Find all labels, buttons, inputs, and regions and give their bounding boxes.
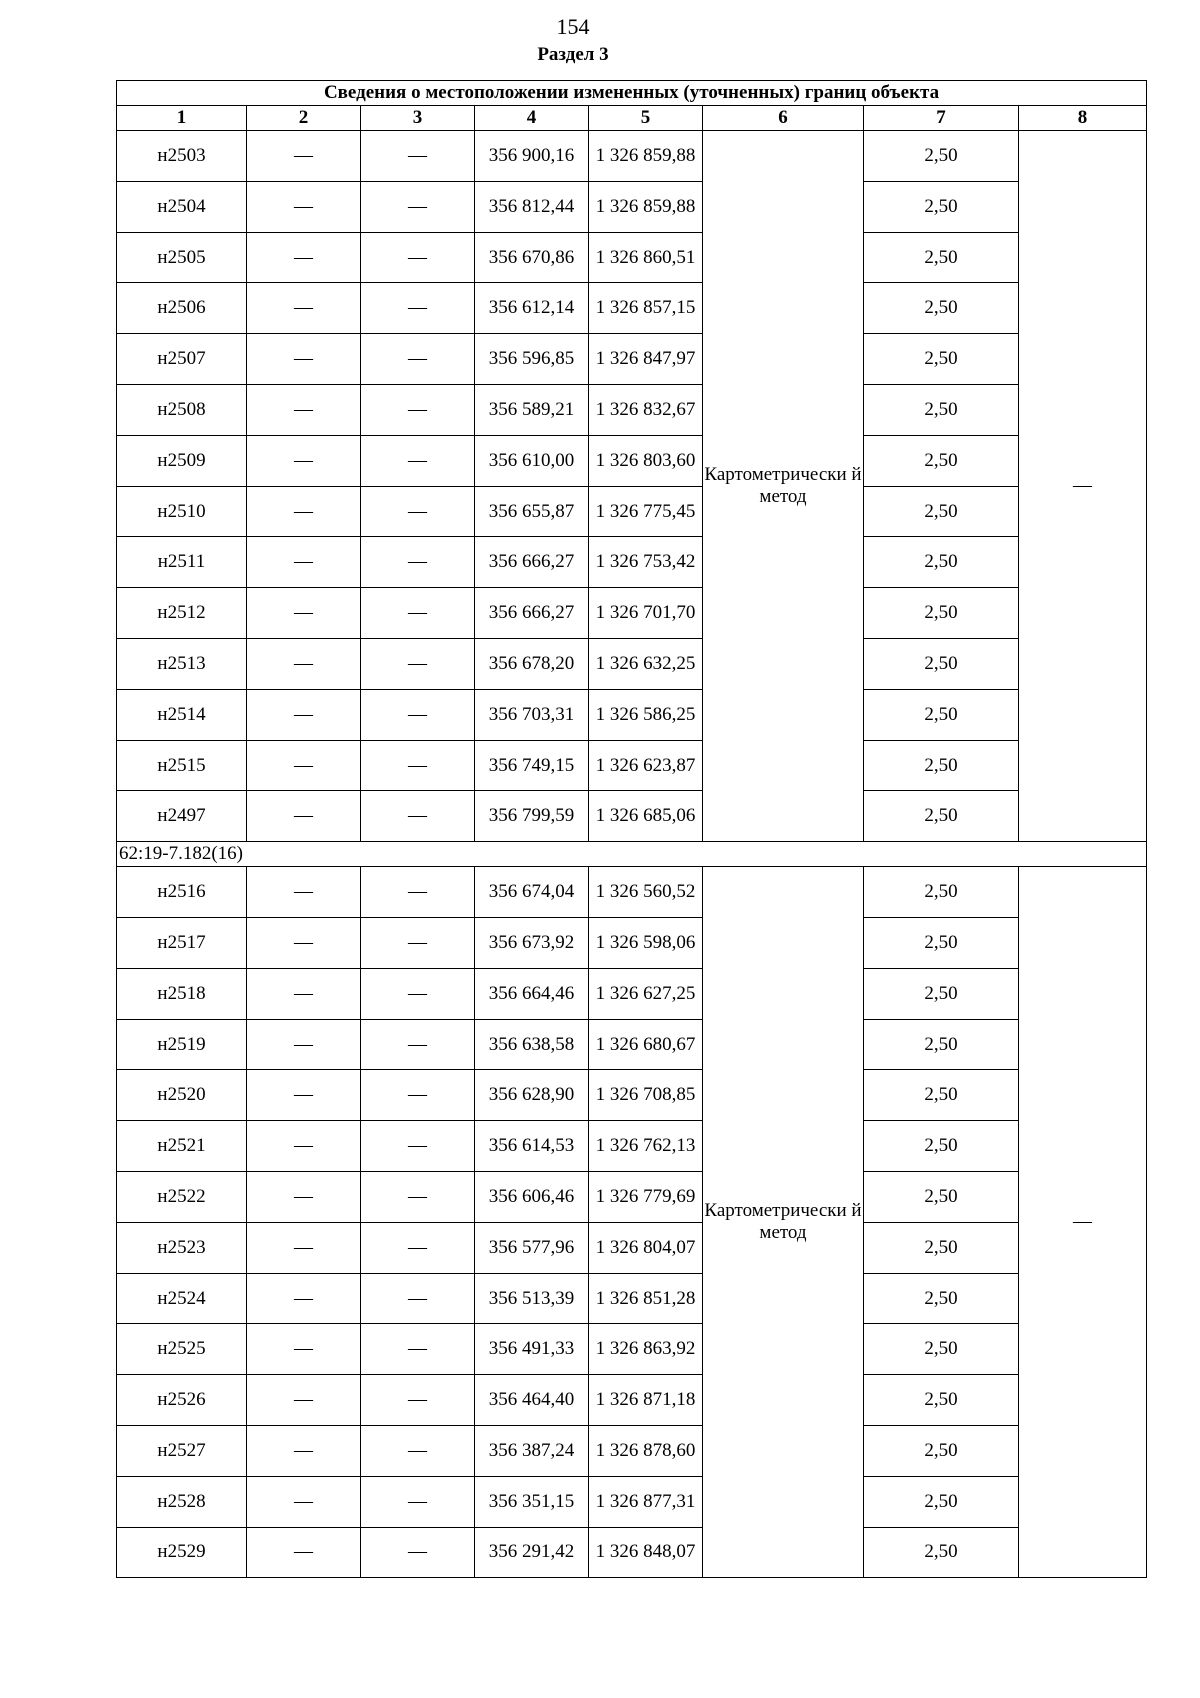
column-2-cell: — [247, 1019, 361, 1070]
point-number-cell: н2528 [117, 1476, 247, 1527]
y-coordinate-cell: 1 326 685,06 [589, 791, 703, 842]
x-coordinate-cell: 356 387,24 [475, 1425, 589, 1476]
point-number-cell: н2512 [117, 588, 247, 639]
column-3-cell: — [361, 1324, 475, 1375]
point-number-cell: н2529 [117, 1527, 247, 1578]
y-coordinate-cell: 1 326 627,25 [589, 968, 703, 1019]
table-row [117, 1121, 1147, 1172]
x-coordinate-cell: 356 678,20 [475, 638, 589, 689]
y-coordinate-cell: 1 326 623,87 [589, 740, 703, 791]
y-coordinate-cell: 1 326 871,18 [589, 1375, 703, 1426]
column-2-cell: — [247, 1273, 361, 1324]
column-2-cell: — [247, 968, 361, 1019]
accuracy-cell: 2,50 [864, 384, 1019, 435]
table-row [117, 1019, 1147, 1070]
column-2-cell: — [247, 537, 361, 588]
column-2-cell: — [247, 1324, 361, 1375]
point-number-cell: н2508 [117, 384, 247, 435]
x-coordinate-cell: 356 577,96 [475, 1222, 589, 1273]
column-2-cell: — [247, 917, 361, 968]
table-row [117, 1070, 1147, 1121]
column-number: 3 [361, 106, 475, 131]
column-number: 8 [1019, 106, 1147, 131]
y-coordinate-cell: 1 326 857,15 [589, 283, 703, 334]
accuracy-cell: 2,50 [864, 1019, 1019, 1070]
y-coordinate-cell: 1 326 779,69 [589, 1171, 703, 1222]
column-2-cell: — [247, 1476, 361, 1527]
table-row [117, 131, 1147, 182]
table-row [117, 1425, 1147, 1476]
point-number-cell: н2509 [117, 435, 247, 486]
x-coordinate-cell: 356 464,40 [475, 1375, 589, 1426]
accuracy-cell: 2,50 [864, 232, 1019, 283]
column-3-cell: — [361, 283, 475, 334]
accuracy-cell: 2,50 [864, 917, 1019, 968]
accuracy-cell: 2,50 [864, 1070, 1019, 1121]
accuracy-cell: 2,50 [864, 1171, 1019, 1222]
table-row [117, 638, 1147, 689]
y-coordinate-cell: 1 326 560,52 [589, 867, 703, 918]
table-row [117, 917, 1147, 968]
point-number-cell: н2520 [117, 1070, 247, 1121]
x-coordinate-cell: 356 614,53 [475, 1121, 589, 1172]
column-2-cell: — [247, 867, 361, 918]
boundary-table [116, 80, 1147, 1578]
column-8-cell: — [1019, 131, 1147, 842]
y-coordinate-cell: 1 326 863,92 [589, 1324, 703, 1375]
column-2-cell: — [247, 1222, 361, 1273]
table-row [117, 384, 1147, 435]
column-3-cell: — [361, 1375, 475, 1426]
point-number-cell: н2518 [117, 968, 247, 1019]
point-number-cell: н2516 [117, 867, 247, 918]
accuracy-cell: 2,50 [864, 1476, 1019, 1527]
point-number-cell: н2504 [117, 181, 247, 232]
x-coordinate-cell: 356 674,04 [475, 867, 589, 918]
column-3-cell: — [361, 384, 475, 435]
x-coordinate-cell: 356 351,15 [475, 1476, 589, 1527]
accuracy-cell: 2,50 [864, 334, 1019, 385]
point-number-cell: н2513 [117, 638, 247, 689]
accuracy-cell: 2,50 [864, 131, 1019, 182]
column-2-cell: — [247, 334, 361, 385]
column-3-cell: — [361, 1425, 475, 1476]
column-3-cell: — [361, 131, 475, 182]
table-row [117, 334, 1147, 385]
column-3-cell: — [361, 968, 475, 1019]
column-3-cell: — [361, 181, 475, 232]
accuracy-cell: 2,50 [864, 1527, 1019, 1578]
x-coordinate-cell: 356 628,90 [475, 1070, 589, 1121]
table-row [117, 537, 1147, 588]
column-2-cell: — [247, 791, 361, 842]
point-number-cell: н2503 [117, 131, 247, 182]
table-row [117, 1476, 1147, 1527]
column-3-cell: — [361, 740, 475, 791]
column-3-cell: — [361, 1222, 475, 1273]
column-3-cell: — [361, 867, 475, 918]
column-2-cell: — [247, 740, 361, 791]
y-coordinate-cell: 1 326 859,88 [589, 131, 703, 182]
y-coordinate-cell: 1 326 775,45 [589, 486, 703, 537]
page-number: 154 [556, 14, 590, 39]
accuracy-cell: 2,50 [864, 689, 1019, 740]
x-coordinate-cell: 356 596,85 [475, 334, 589, 385]
accuracy-cell: 2,50 [864, 1425, 1019, 1476]
column-2-cell: — [247, 1527, 361, 1578]
x-coordinate-cell: 356 589,21 [475, 384, 589, 435]
accuracy-cell: 2,50 [864, 1121, 1019, 1172]
table-row [117, 740, 1147, 791]
y-coordinate-cell: 1 326 877,31 [589, 1476, 703, 1527]
column-3-cell: — [361, 1171, 475, 1222]
column-2-cell: — [247, 232, 361, 283]
y-coordinate-cell: 1 326 860,51 [589, 232, 703, 283]
column-3-cell: — [361, 1121, 475, 1172]
table-row [117, 791, 1147, 842]
accuracy-cell: 2,50 [864, 435, 1019, 486]
accuracy-cell: 2,50 [864, 638, 1019, 689]
point-number-cell: н2525 [117, 1324, 247, 1375]
table-row [117, 689, 1147, 740]
y-coordinate-cell: 1 326 753,42 [589, 537, 703, 588]
column-3-cell: — [361, 917, 475, 968]
accuracy-cell: 2,50 [864, 867, 1019, 918]
point-number-cell: н2497 [117, 791, 247, 842]
column-2-cell: — [247, 588, 361, 639]
x-coordinate-cell: 356 612,14 [475, 283, 589, 334]
table-row [117, 232, 1147, 283]
accuracy-cell: 2,50 [864, 588, 1019, 639]
y-coordinate-cell: 1 326 701,70 [589, 588, 703, 639]
y-coordinate-cell: 1 326 680,67 [589, 1019, 703, 1070]
column-3-cell: — [361, 232, 475, 283]
column-3-cell: — [361, 1070, 475, 1121]
point-number-cell: н2517 [117, 917, 247, 968]
table-row [117, 283, 1147, 334]
column-2-cell: — [247, 283, 361, 334]
y-coordinate-cell: 1 326 878,60 [589, 1425, 703, 1476]
table-row [117, 588, 1147, 639]
accuracy-cell: 2,50 [864, 486, 1019, 537]
point-number-cell: н2527 [117, 1425, 247, 1476]
point-number-cell: н2519 [117, 1019, 247, 1070]
column-3-cell: — [361, 334, 475, 385]
column-3-cell: — [361, 1019, 475, 1070]
column-number: 2 [247, 106, 361, 131]
accuracy-cell: 2,50 [864, 740, 1019, 791]
column-2-cell: — [247, 181, 361, 232]
table-row [117, 1527, 1147, 1578]
table-row [117, 1273, 1147, 1324]
x-coordinate-cell: 356 513,39 [475, 1273, 589, 1324]
x-coordinate-cell: 356 638,58 [475, 1019, 589, 1070]
point-number-cell: н2514 [117, 689, 247, 740]
accuracy-cell: 2,50 [864, 791, 1019, 842]
point-number-cell: н2511 [117, 537, 247, 588]
accuracy-cell: 2,50 [864, 1375, 1019, 1426]
point-number-cell: н2526 [117, 1375, 247, 1426]
x-coordinate-cell: 356 670,86 [475, 232, 589, 283]
column-3-cell: — [361, 689, 475, 740]
table-title: Сведения о местоположении измененных (уточненных) границ объекта [117, 81, 1147, 106]
point-number-cell: н2524 [117, 1273, 247, 1324]
column-2-cell: — [247, 1375, 361, 1426]
table-row [117, 1222, 1147, 1273]
column-2-cell: — [247, 1425, 361, 1476]
column-3-cell: — [361, 486, 475, 537]
column-3-cell: — [361, 791, 475, 842]
point-number-cell: н2507 [117, 334, 247, 385]
column-number: 6 [703, 106, 864, 131]
column-2-cell: — [247, 1171, 361, 1222]
point-number-cell: н2521 [117, 1121, 247, 1172]
y-coordinate-cell: 1 326 832,67 [589, 384, 703, 435]
column-2-cell: — [247, 435, 361, 486]
x-coordinate-cell: 356 666,27 [475, 588, 589, 639]
y-coordinate-cell: 1 326 851,28 [589, 1273, 703, 1324]
method-cell: Картометрически й метод [703, 867, 864, 1578]
x-coordinate-cell: 356 812,44 [475, 181, 589, 232]
table-row [117, 435, 1147, 486]
column-2-cell: — [247, 384, 361, 435]
column-2-cell: — [247, 1121, 361, 1172]
section-title: Раздел 3 [537, 44, 609, 65]
x-coordinate-cell: 356 703,31 [475, 689, 589, 740]
column-2-cell: — [247, 1070, 361, 1121]
group-heading: 62:19-7.182(16) [117, 842, 1147, 867]
column-number: 7 [864, 106, 1019, 131]
table-row [117, 486, 1147, 537]
column-2-cell: — [247, 689, 361, 740]
point-number-cell: н2522 [117, 1171, 247, 1222]
column-2-cell: — [247, 638, 361, 689]
x-coordinate-cell: 356 749,15 [475, 740, 589, 791]
table-row [117, 867, 1147, 918]
table-row [117, 181, 1147, 232]
column-number-row [117, 106, 1147, 131]
point-number-cell: н2515 [117, 740, 247, 791]
column-8-cell: — [1019, 867, 1147, 1578]
column-number: 5 [589, 106, 703, 131]
column-3-cell: — [361, 1527, 475, 1578]
y-coordinate-cell: 1 326 859,88 [589, 181, 703, 232]
column-3-cell: — [361, 588, 475, 639]
y-coordinate-cell: 1 326 804,07 [589, 1222, 703, 1273]
x-coordinate-cell: 356 491,33 [475, 1324, 589, 1375]
y-coordinate-cell: 1 326 586,25 [589, 689, 703, 740]
accuracy-cell: 2,50 [864, 1222, 1019, 1273]
y-coordinate-cell: 1 326 847,97 [589, 334, 703, 385]
column-3-cell: — [361, 435, 475, 486]
x-coordinate-cell: 356 655,87 [475, 486, 589, 537]
y-coordinate-cell: 1 326 762,13 [589, 1121, 703, 1172]
accuracy-cell: 2,50 [864, 968, 1019, 1019]
accuracy-cell: 2,50 [864, 1273, 1019, 1324]
accuracy-cell: 2,50 [864, 1324, 1019, 1375]
point-number-cell: н2506 [117, 283, 247, 334]
column-2-cell: — [247, 486, 361, 537]
x-coordinate-cell: 356 291,42 [475, 1527, 589, 1578]
x-coordinate-cell: 356 606,46 [475, 1171, 589, 1222]
y-coordinate-cell: 1 326 848,07 [589, 1527, 703, 1578]
accuracy-cell: 2,50 [864, 181, 1019, 232]
x-coordinate-cell: 356 799,59 [475, 791, 589, 842]
column-2-cell: — [247, 131, 361, 182]
x-coordinate-cell: 356 900,16 [475, 131, 589, 182]
table-row [117, 968, 1147, 1019]
y-coordinate-cell: 1 326 708,85 [589, 1070, 703, 1121]
column-3-cell: — [361, 1476, 475, 1527]
y-coordinate-cell: 1 326 598,06 [589, 917, 703, 968]
y-coordinate-cell: 1 326 632,25 [589, 638, 703, 689]
x-coordinate-cell: 356 666,27 [475, 537, 589, 588]
point-number-cell: н2523 [117, 1222, 247, 1273]
accuracy-cell: 2,50 [864, 537, 1019, 588]
accuracy-cell: 2,50 [864, 283, 1019, 334]
point-number-cell: н2510 [117, 486, 247, 537]
x-coordinate-cell: 356 664,46 [475, 968, 589, 1019]
y-coordinate-cell: 1 326 803,60 [589, 435, 703, 486]
table-row [117, 1171, 1147, 1222]
x-coordinate-cell: 356 673,92 [475, 917, 589, 968]
table-row [117, 1375, 1147, 1426]
table-row [117, 1324, 1147, 1375]
x-coordinate-cell: 356 610,00 [475, 435, 589, 486]
column-3-cell: — [361, 537, 475, 588]
point-number-cell: н2505 [117, 232, 247, 283]
column-number: 1 [117, 106, 247, 131]
column-3-cell: — [361, 638, 475, 689]
column-3-cell: — [361, 1273, 475, 1324]
method-cell: Картометрически й метод [703, 131, 864, 842]
column-number: 4 [475, 106, 589, 131]
